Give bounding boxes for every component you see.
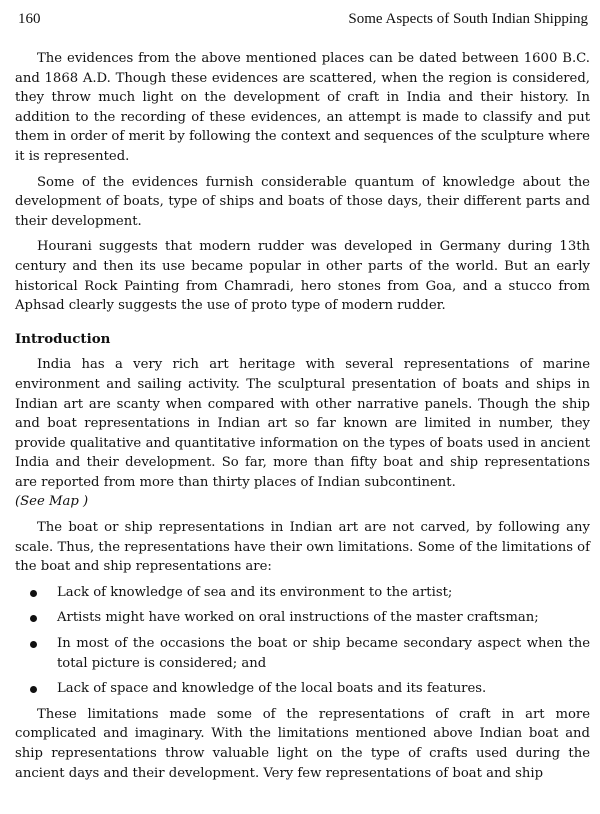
section-heading-introduction: Introduction xyxy=(15,330,111,347)
paragraph-3: Hourani suggests that modern rudder was developed in Germany during 13th century and then its use became popular in other parts of the world. But an early historical Rock Painting from Chamradi, hero stones from Goa, and a stucco from Aphsad clearly suggests the use of proto type of modern rudder. xyxy=(15,239,590,314)
paragraph-5: The boat or ship representations in Indian art are not carved, by following any scale. Thus, the representations have their own limitations. Some of the limitations of the boat and ship representations are: xyxy=(15,520,590,575)
paragraph-6: These limitations made some of the representations of craft in art more complicated and imaginary. With the limitations mentioned above Indian boat and ship representations throw valuable light on the type of crafts used during the ancient days and their development. Very few representations of boat and ship xyxy=(15,706,590,781)
bullet-icon xyxy=(30,615,37,622)
list-item xyxy=(15,634,590,673)
paragraph-1: The evidences from the above mentioned places can be dated between 1600 B.C. and 1868 A.D. Though these evidences are scattered, when the region is considered, they throw much light on the development of craft in India and their history. In addition to the recording of these evidences, an attempt is made to classify and put them in order of merit by following the context and sequences of the sculpture where it is represented. xyxy=(15,51,590,164)
see-map-note xyxy=(15,492,590,512)
paragraph-2: Some of the evidences furnish considerable quantum of knowledge about the development of boats, type of ships and boats of those days, their different parts and their development. xyxy=(15,174,590,229)
paragraph-4 xyxy=(15,355,590,492)
bullet-icon xyxy=(30,590,37,597)
page-header xyxy=(0,11,600,37)
list-item xyxy=(15,583,590,603)
page-number: 160 xyxy=(18,11,41,27)
body-text xyxy=(15,49,590,789)
bullet-icon xyxy=(30,686,37,693)
see-map-reference: (See Map ) xyxy=(15,494,89,510)
list-item-text: In most of the occasions the boat or ship became secondary aspect when the total picture is considered; and xyxy=(57,636,590,671)
bullet-icon xyxy=(30,641,37,648)
running-title: Some Aspects of South Indian Shipping xyxy=(348,11,588,27)
list-item xyxy=(15,608,590,628)
limitations-list xyxy=(15,583,590,699)
list-item-text: Artists might have worked on oral instructions of the master craftsman; xyxy=(57,610,539,626)
list-item-text: Lack of knowledge of sea and its environment to the artist; xyxy=(57,584,453,600)
list-item xyxy=(15,679,590,699)
paragraph-4-text: India has a very rich art heritage with several representations of marine environment and sailing activity. The sculptural presentation of boats and ships in Indian art are scanty when compared with other narrative panels. Though the ship and boat representations in Indian art so far known are limited in number, they provide qualitative and quantitative information on the types of boats used in ancient India and their development. So far, more than fifty boat and ship representations are reported from more than thirty places of Indian subcontinent. xyxy=(15,357,590,490)
list-item-text: Lack of space and knowledge of the local boats and its features. xyxy=(57,681,487,697)
